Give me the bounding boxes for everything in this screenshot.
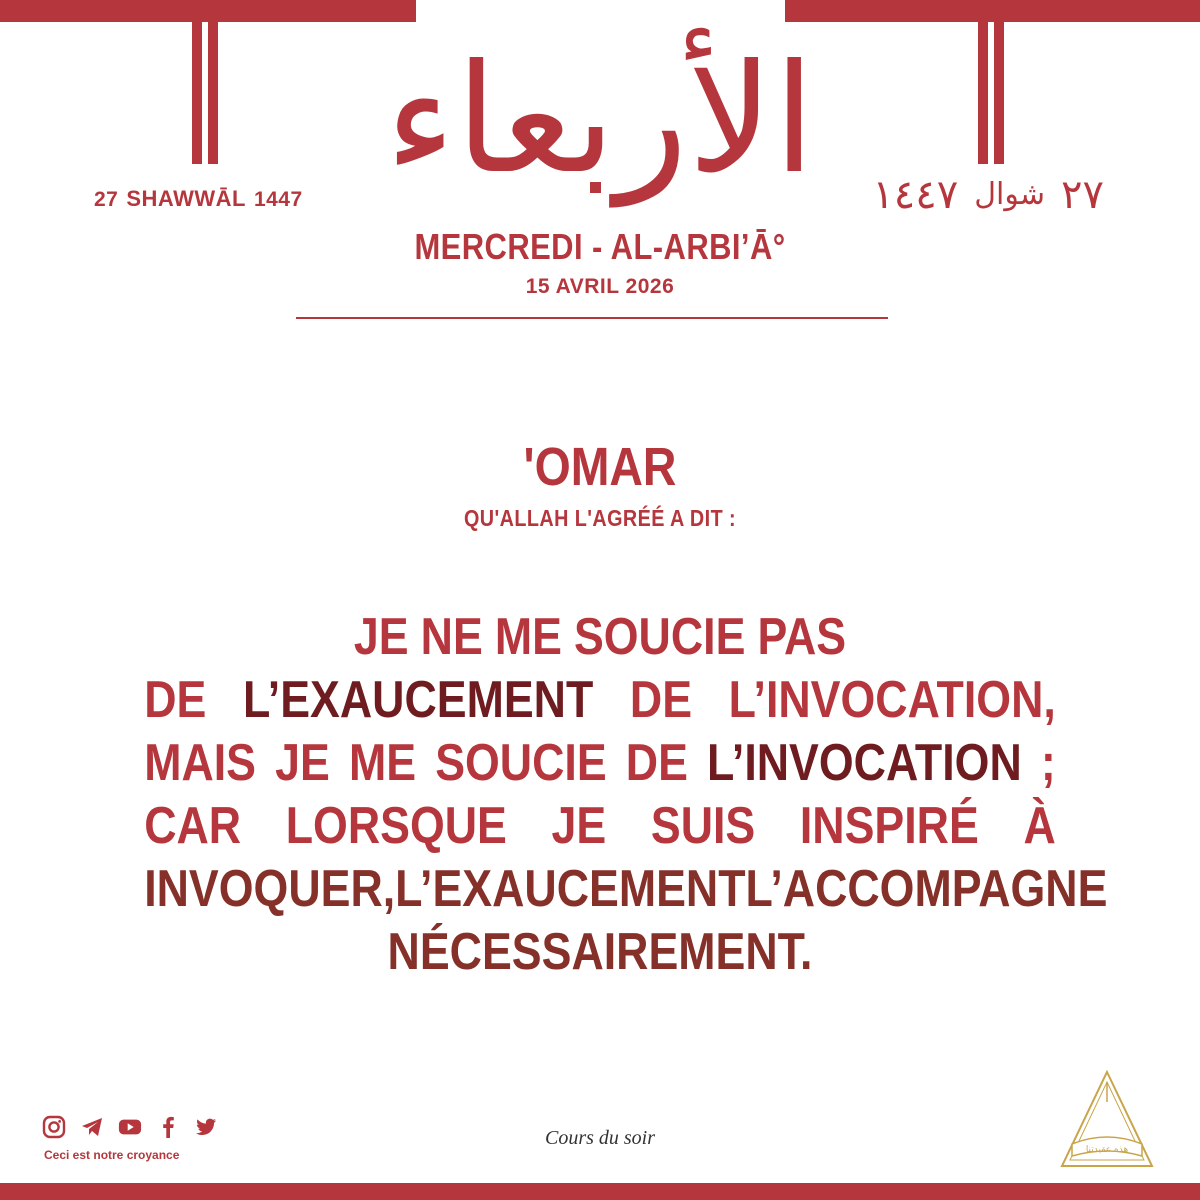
quote-line xyxy=(144,858,1108,921)
quote-line xyxy=(144,669,1056,732)
quote-word: DE xyxy=(629,671,693,729)
day-calligraphy: الأربعاء xyxy=(385,33,816,207)
hijri-month-arabic: شوال xyxy=(974,176,1046,212)
footer-caption: Cours du soir xyxy=(544,1127,656,1149)
quote-word: JE xyxy=(275,734,330,792)
quote-word: DE xyxy=(625,734,688,792)
quote-word: SOUCIE xyxy=(435,734,607,792)
quote-word: ME xyxy=(494,608,562,666)
hijri-day: 27 xyxy=(94,188,119,211)
hijri-month: SHAWWĀL xyxy=(126,186,246,211)
quote-word: L’ACCOMPAGNE xyxy=(745,860,1108,918)
quote-text xyxy=(70,606,1130,984)
hijri-date-arabic xyxy=(872,170,1104,220)
quote-word: L’EXAUCEMENT xyxy=(395,860,746,918)
logo-text: هذه عقيدتنا xyxy=(1085,1145,1129,1155)
header-divider xyxy=(296,317,888,319)
quote-line xyxy=(144,921,1056,984)
quote-word: NE xyxy=(420,608,483,666)
quote-word: L’EXAUCEMENT xyxy=(242,671,594,729)
quote-word: PAS xyxy=(757,608,847,666)
frame-bar-right-2 xyxy=(994,22,1004,164)
quote-line xyxy=(144,795,1056,858)
hijri-year-arabic: ١٤٤٧ xyxy=(872,172,959,218)
quote-line xyxy=(144,606,1056,669)
frame-bar-left-2 xyxy=(208,22,218,164)
quote-word: L’INVOCATION, xyxy=(728,671,1056,729)
quote-word: LORSQUE xyxy=(285,797,507,855)
quote-word: NÉCESSAIREMENT. xyxy=(387,923,813,981)
quote-word: DE xyxy=(144,671,207,729)
quote-word: CAR xyxy=(144,797,242,855)
quote-author: 'OMAR xyxy=(523,437,677,497)
quote-line xyxy=(144,732,1056,795)
quote-word: INVOQUER, xyxy=(144,860,396,918)
quote-word: ME xyxy=(348,734,417,792)
hijri-day-arabic: ٢٧ xyxy=(1061,172,1104,218)
quote-word: À xyxy=(1023,797,1056,855)
quote-word: L’INVOCATION xyxy=(707,734,1022,792)
hijri-year: 1447 xyxy=(253,188,303,211)
quote-word: SOUCIE xyxy=(573,608,746,666)
gregorian-date: 15 AVRIL 2026 xyxy=(525,275,675,298)
quote-word: INSPIRÉ xyxy=(799,797,979,855)
quote-word: ; xyxy=(1040,734,1056,792)
quote-word: JE xyxy=(353,608,409,666)
bottom-band xyxy=(0,1183,1200,1200)
brand-logo xyxy=(1052,1066,1162,1176)
tagline: Ceci est notre croyance xyxy=(44,1148,180,1162)
frame-bar-right-1 xyxy=(978,22,988,164)
top-band-right xyxy=(785,0,1200,22)
quote-author-subtitle: QU'ALLAH L'AGRÉÉ A DIT : xyxy=(463,505,737,531)
frame-bar-left-1 xyxy=(192,22,202,164)
day-title: MERCREDI - AL-ARBI’Ā° xyxy=(414,226,786,267)
quote-word: MAIS xyxy=(144,734,256,792)
quote-word: JE xyxy=(551,797,607,855)
top-band-left xyxy=(0,0,416,22)
quote-word: SUIS xyxy=(650,797,756,855)
hijri-date-latin xyxy=(94,186,303,216)
